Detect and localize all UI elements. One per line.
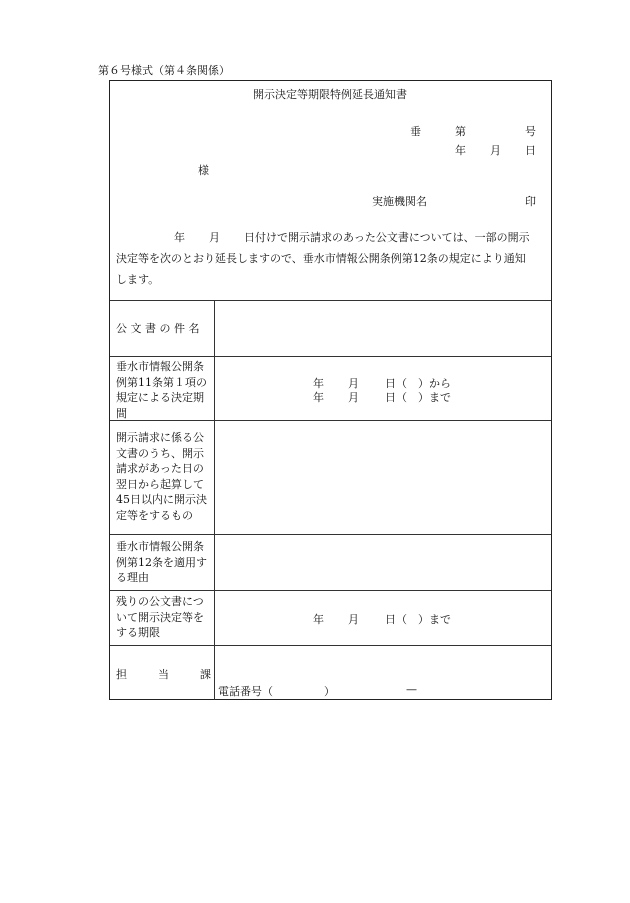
- period-from-day: 日（ ）から: [385, 377, 451, 390]
- body-line-2: 決定等を次のとおり延長しますので、垂水市情報公開条例第12条の規定により通知: [116, 252, 526, 265]
- date-month: 月: [490, 144, 501, 157]
- table-top-rule: [110, 300, 551, 301]
- reason-label: 垂水市情報公開条例第12条を適用する理由: [116, 540, 207, 584]
- phone-number-label: 電話番号（: [218, 685, 273, 698]
- contact-label-char-2: 当: [158, 668, 169, 681]
- remaining-month: 月: [348, 613, 359, 626]
- remaining-deadline-label: 残りの公文書について開示決定等をする期限: [116, 595, 204, 639]
- row-divider: [110, 645, 551, 646]
- notice-form-frame: [109, 80, 552, 700]
- phone-close-paren: ）: [324, 685, 335, 698]
- period-from-year: 年: [313, 377, 324, 390]
- period-to-year: 年: [313, 391, 324, 404]
- row-divider: [110, 356, 551, 357]
- period-to-day: 日（ ）まで: [385, 391, 451, 404]
- ref-go: 号: [525, 125, 536, 138]
- period-to-month: 月: [348, 391, 359, 404]
- agency-name-label: 実施機関名: [372, 195, 427, 208]
- seal-mark: 印: [525, 195, 536, 208]
- table-column-divider: [214, 300, 215, 700]
- form-number-label: 第６号様式（第４条関係）: [98, 64, 230, 77]
- row-divider: [110, 590, 551, 591]
- notice-body-text: [116, 227, 546, 290]
- within-45-days-label: 開示請求に係る公文書のうち、開示請求があった日の翌日から起算して45日以内に開示決定等をするもの: [116, 431, 207, 522]
- remaining-day: 日（ ）まで: [385, 613, 451, 626]
- doc-name-label: 公 文 書 の 件 名: [116, 322, 200, 335]
- addressee-suffix: 様: [198, 164, 209, 177]
- row-divider: [110, 534, 551, 535]
- date-day: 日: [525, 144, 536, 157]
- ref-dai: 第: [455, 125, 466, 138]
- contact-label-char-3: 課: [200, 668, 211, 681]
- body-line-3: します。: [116, 273, 160, 286]
- form-title: 開示決定等期限特例延長通知書: [253, 88, 407, 101]
- decision-period-label: 垂水市情報公開条例第11条第１項の規定による決定期間: [116, 360, 207, 420]
- ref-tare: 垂: [410, 125, 421, 138]
- contact-label-char-1: 担: [116, 668, 127, 681]
- phone-dash: —: [406, 683, 417, 696]
- remaining-year: 年: [313, 613, 324, 626]
- period-from-month: 月: [348, 377, 359, 390]
- date-year: 年: [455, 144, 466, 157]
- body-line-1: 年 月 日付けで開示請求のあった公文書については、一部の開示: [174, 231, 530, 244]
